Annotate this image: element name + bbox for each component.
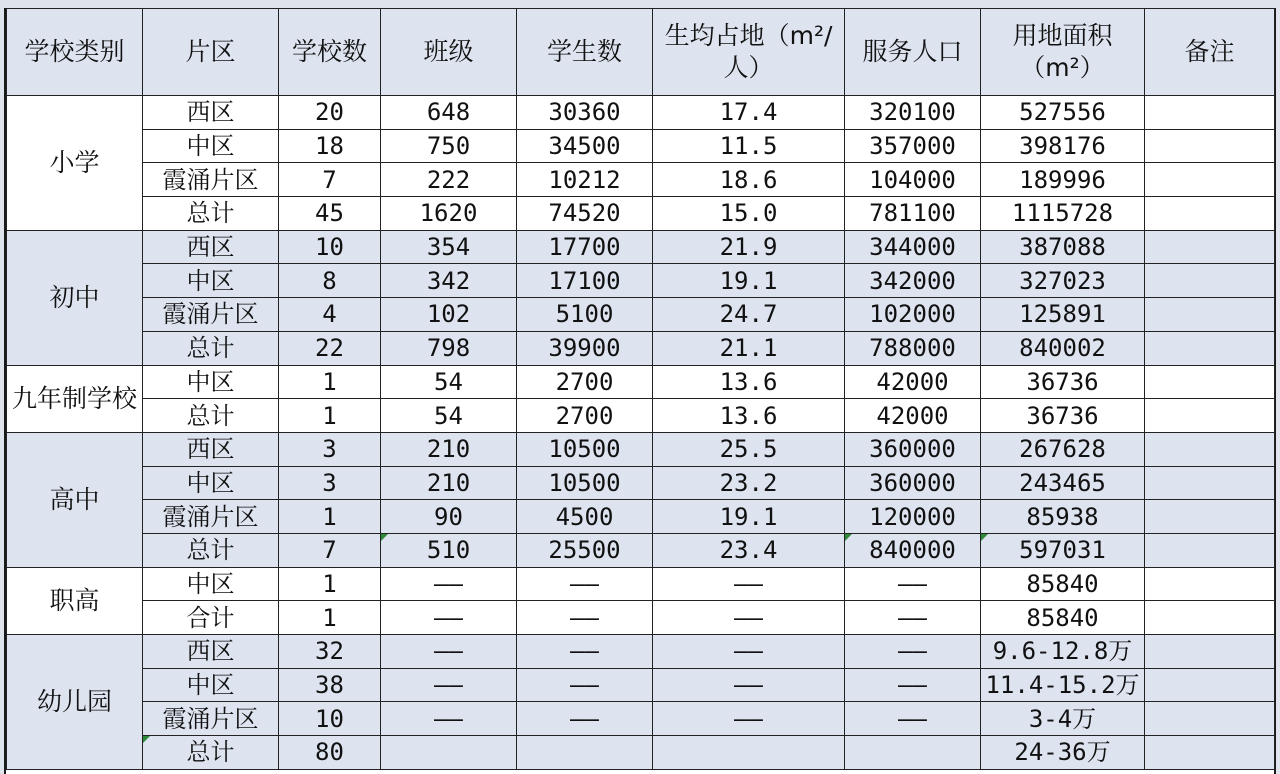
classes-cell xyxy=(381,736,517,770)
district-cell: 霞涌片区 xyxy=(143,163,279,197)
service-population-cell: 360000 xyxy=(845,432,981,466)
classes-cell: 54 xyxy=(381,365,517,399)
land-area-cell: 85938 xyxy=(981,500,1145,534)
area-per-student-cell: 13.6 xyxy=(653,399,845,433)
land-area-cell: 327023 xyxy=(981,264,1145,298)
area-per-student-cell: 19.1 xyxy=(653,500,845,534)
classes-cell: 648 xyxy=(381,96,517,130)
classes-cell: 354 xyxy=(381,230,517,264)
schools-cell: 1 xyxy=(279,399,381,433)
schools-cell: 1 xyxy=(279,365,381,399)
remarks-cell xyxy=(1145,736,1275,770)
schools-cell: 18 xyxy=(279,129,381,163)
classes-cell: —— xyxy=(381,601,517,635)
classes-cell: 750 xyxy=(381,129,517,163)
table-row xyxy=(7,399,1275,433)
district-cell: 中区 xyxy=(143,668,279,702)
area-per-student-cell: —— xyxy=(653,567,845,601)
land-area-cell: 24-36万 xyxy=(981,736,1145,770)
classes-cell: 54 xyxy=(381,399,517,433)
category-cell: 幼儿园 xyxy=(7,635,143,770)
remarks-cell xyxy=(1145,129,1275,163)
area-per-student-cell: —— xyxy=(653,702,845,736)
schools-cell: 10 xyxy=(279,230,381,264)
students-cell: —— xyxy=(517,635,653,669)
area-per-student-cell: —— xyxy=(653,635,845,669)
classes-cell: 222 xyxy=(381,163,517,197)
students-cell: —— xyxy=(517,702,653,736)
classes-cell: —— xyxy=(381,567,517,601)
land-area-cell: 597031 xyxy=(981,533,1145,567)
service-population-cell: 360000 xyxy=(845,466,981,500)
service-population-cell: 342000 xyxy=(845,264,981,298)
header-classes: 班级 xyxy=(381,9,517,96)
land-area-cell: 1115728 xyxy=(981,197,1145,231)
classes-cell: 798 xyxy=(381,331,517,365)
district-cell: 合计 xyxy=(143,601,279,635)
service-population-cell: —— xyxy=(845,668,981,702)
service-population-cell: 788000 xyxy=(845,331,981,365)
service-population-cell: 42000 xyxy=(845,399,981,433)
district-cell: 中区 xyxy=(143,567,279,601)
district-cell: 霞涌片区 xyxy=(143,298,279,332)
table-row xyxy=(7,96,1275,130)
table-body xyxy=(7,96,1275,770)
classes-cell: 342 xyxy=(381,264,517,298)
schools-cell: 4 xyxy=(279,298,381,332)
remarks-cell xyxy=(1145,702,1275,736)
remarks-cell xyxy=(1145,163,1275,197)
remarks-cell xyxy=(1145,365,1275,399)
area-per-student-cell: —— xyxy=(653,601,845,635)
classes-cell: 210 xyxy=(381,466,517,500)
service-population-cell: 102000 xyxy=(845,298,981,332)
table-row xyxy=(7,432,1275,466)
header-service-population: 服务人口 xyxy=(845,9,981,96)
students-cell: 17100 xyxy=(517,264,653,298)
table-row xyxy=(7,230,1275,264)
schools-cell: 1 xyxy=(279,567,381,601)
remarks-cell xyxy=(1145,601,1275,635)
table-row xyxy=(7,129,1275,163)
land-area-cell: 125891 xyxy=(981,298,1145,332)
students-cell: 34500 xyxy=(517,129,653,163)
area-per-student-cell: 21.9 xyxy=(653,230,845,264)
remarks-cell xyxy=(1145,500,1275,534)
remarks-cell xyxy=(1145,466,1275,500)
table-row xyxy=(7,635,1275,669)
district-cell: 西区 xyxy=(143,432,279,466)
table-row xyxy=(7,331,1275,365)
remarks-cell xyxy=(1145,96,1275,130)
district-cell: 总计 xyxy=(143,736,279,770)
land-area-cell: 398176 xyxy=(981,129,1145,163)
service-population-cell: 42000 xyxy=(845,365,981,399)
land-area-cell: 267628 xyxy=(981,432,1145,466)
classes-cell: —— xyxy=(381,668,517,702)
district-cell: 总计 xyxy=(143,399,279,433)
classes-cell: 1620 xyxy=(381,197,517,231)
area-per-student-cell: 25.5 xyxy=(653,432,845,466)
table-row xyxy=(7,264,1275,298)
schools-cell: 8 xyxy=(279,264,381,298)
service-population-cell: 104000 xyxy=(845,163,981,197)
district-cell: 霞涌片区 xyxy=(143,500,279,534)
students-cell: 17700 xyxy=(517,230,653,264)
schools-cell: 38 xyxy=(279,668,381,702)
schools-cell: 3 xyxy=(279,432,381,466)
students-cell: 10500 xyxy=(517,466,653,500)
header-remarks: 备注 xyxy=(1145,9,1275,96)
land-area-cell: 36736 xyxy=(981,365,1145,399)
schools-cell: 1 xyxy=(279,601,381,635)
area-per-student-cell: 15.0 xyxy=(653,197,845,231)
students-cell: 30360 xyxy=(517,96,653,130)
remarks-cell xyxy=(1145,668,1275,702)
district-cell: 中区 xyxy=(143,365,279,399)
remarks-cell xyxy=(1145,432,1275,466)
district-cell: 总计 xyxy=(143,533,279,567)
table-row xyxy=(7,533,1275,567)
district-cell: 中区 xyxy=(143,129,279,163)
school-statistics-table xyxy=(6,8,1275,770)
table-row xyxy=(7,668,1275,702)
students-cell: 74520 xyxy=(517,197,653,231)
service-population-cell: 320100 xyxy=(845,96,981,130)
schools-cell: 7 xyxy=(279,533,381,567)
land-area-cell: 189996 xyxy=(981,163,1145,197)
schools-cell: 7 xyxy=(279,163,381,197)
district-cell: 霞涌片区 xyxy=(143,702,279,736)
category-cell: 初中 xyxy=(7,230,143,365)
table-row xyxy=(7,163,1275,197)
table-row xyxy=(7,365,1275,399)
land-area-cell: 36736 xyxy=(981,399,1145,433)
district-cell: 西区 xyxy=(143,635,279,669)
area-per-student-cell: 13.6 xyxy=(653,365,845,399)
service-population-cell: 344000 xyxy=(845,230,981,264)
students-cell: —— xyxy=(517,601,653,635)
service-population-cell: 781100 xyxy=(845,197,981,231)
students-cell: —— xyxy=(517,567,653,601)
land-area-cell: 3-4万 xyxy=(981,702,1145,736)
remarks-cell xyxy=(1145,197,1275,231)
schools-cell: 32 xyxy=(279,635,381,669)
area-per-student-cell: 24.7 xyxy=(653,298,845,332)
classes-cell: 90 xyxy=(381,500,517,534)
remarks-cell xyxy=(1145,331,1275,365)
remarks-cell xyxy=(1145,567,1275,601)
schools-cell: 1 xyxy=(279,500,381,534)
table-row xyxy=(7,197,1275,231)
students-cell: 5100 xyxy=(517,298,653,332)
header-schools: 学校数 xyxy=(279,9,381,96)
classes-cell: 210 xyxy=(381,432,517,466)
area-per-student-cell: 17.4 xyxy=(653,96,845,130)
area-per-student-cell: 19.1 xyxy=(653,264,845,298)
students-cell: 10500 xyxy=(517,432,653,466)
schools-cell: 3 xyxy=(279,466,381,500)
district-cell: 总计 xyxy=(143,331,279,365)
schools-cell: 10 xyxy=(279,702,381,736)
land-area-cell: 387088 xyxy=(981,230,1145,264)
header-district: 片区 xyxy=(143,9,279,96)
service-population-cell: 120000 xyxy=(845,500,981,534)
land-area-cell: 243465 xyxy=(981,466,1145,500)
students-cell: 39900 xyxy=(517,331,653,365)
service-population-cell: 840000 xyxy=(845,533,981,567)
remarks-cell xyxy=(1145,635,1275,669)
land-area-cell: 11.4-15.2万 xyxy=(981,668,1145,702)
area-per-student-cell: 18.6 xyxy=(653,163,845,197)
classes-cell: —— xyxy=(381,635,517,669)
area-per-student-cell: 23.4 xyxy=(653,533,845,567)
area-per-student-cell: —— xyxy=(653,668,845,702)
area-per-student-cell xyxy=(653,736,845,770)
remarks-cell xyxy=(1145,264,1275,298)
area-per-student-cell: 21.1 xyxy=(653,331,845,365)
classes-cell: 102 xyxy=(381,298,517,332)
classes-cell: —— xyxy=(381,702,517,736)
schools-cell: 20 xyxy=(279,96,381,130)
service-population-cell: —— xyxy=(845,567,981,601)
district-cell: 西区 xyxy=(143,96,279,130)
land-area-cell: 840002 xyxy=(981,331,1145,365)
category-cell: 高中 xyxy=(7,432,143,567)
table-row xyxy=(7,567,1275,601)
header-category: 学校类别 xyxy=(7,9,143,96)
header-land-area: 用地面积（m²） xyxy=(981,9,1145,96)
service-population-cell: —— xyxy=(845,601,981,635)
table-row xyxy=(7,298,1275,332)
students-cell xyxy=(517,736,653,770)
land-area-cell: 85840 xyxy=(981,601,1145,635)
area-per-student-cell: 23.2 xyxy=(653,466,845,500)
district-cell: 中区 xyxy=(143,466,279,500)
students-cell: —— xyxy=(517,668,653,702)
students-cell: 2700 xyxy=(517,365,653,399)
schools-cell: 80 xyxy=(279,736,381,770)
category-cell: 九年制学校 xyxy=(7,365,143,432)
district-cell: 中区 xyxy=(143,264,279,298)
students-cell: 25500 xyxy=(517,533,653,567)
students-cell: 10212 xyxy=(517,163,653,197)
header-students: 学生数 xyxy=(517,9,653,96)
category-cell: 小学 xyxy=(7,96,143,231)
table-row xyxy=(7,601,1275,635)
service-population-cell: 357000 xyxy=(845,129,981,163)
area-per-student-cell: 11.5 xyxy=(653,129,845,163)
schools-cell: 45 xyxy=(279,197,381,231)
classes-cell: 510 xyxy=(381,533,517,567)
land-area-cell: 9.6-12.8万 xyxy=(981,635,1145,669)
header-area-per-student: 生均占地（m²/人） xyxy=(653,9,845,96)
district-cell: 西区 xyxy=(143,230,279,264)
schools-cell: 22 xyxy=(279,331,381,365)
service-population-cell xyxy=(845,736,981,770)
land-area-cell: 85840 xyxy=(981,567,1145,601)
district-cell: 总计 xyxy=(143,197,279,231)
table-row xyxy=(7,466,1275,500)
remarks-cell xyxy=(1145,230,1275,264)
students-cell: 4500 xyxy=(517,500,653,534)
remarks-cell xyxy=(1145,399,1275,433)
remarks-cell xyxy=(1145,298,1275,332)
table-row xyxy=(7,702,1275,736)
table-row xyxy=(7,736,1275,770)
header-row xyxy=(7,9,1275,96)
table-row xyxy=(7,500,1275,534)
land-area-cell: 527556 xyxy=(981,96,1145,130)
remarks-cell xyxy=(1145,533,1275,567)
service-population-cell: —— xyxy=(845,702,981,736)
category-cell: 职高 xyxy=(7,567,143,634)
service-population-cell: —— xyxy=(845,635,981,669)
students-cell: 2700 xyxy=(517,399,653,433)
